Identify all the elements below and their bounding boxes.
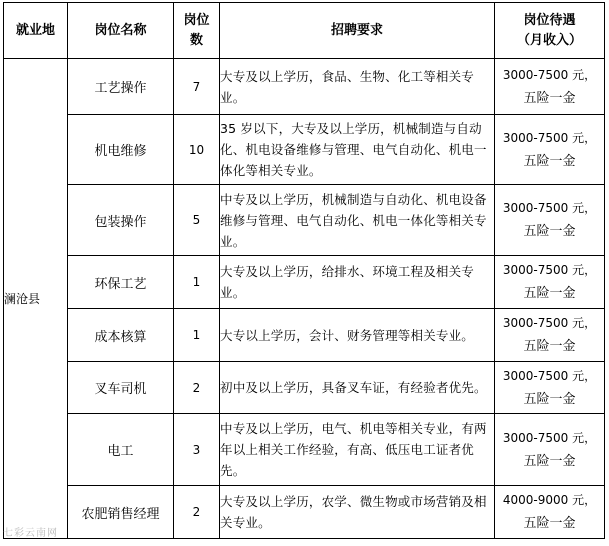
job-pay [495,362,605,414]
pay-benefit: 五险一金 [523,339,576,354]
job-count: 1 [174,256,220,309]
table-row [4,414,605,486]
job-requirements: 初中及以上学历，具备叉车证，有经验者优先。 [220,362,495,414]
job-pay [495,256,605,309]
job-listing-table [3,2,605,539]
job-count: 3 [174,414,220,486]
job-title: 包装操作 [68,185,174,256]
pay-range: 3000-7500 元， [502,130,597,145]
job-requirements: 大专以上学历，会计、财务管理等相关专业。 [220,309,495,362]
job-pay [495,309,605,362]
table-row [4,486,605,539]
pay-benefit: 五险一金 [523,453,576,469]
watermark-logo: 七彩云南网 [3,528,58,539]
job-count: 7 [174,59,220,115]
header-requirements: 招聘要求 [220,3,495,59]
header-job-title: 岗位名称 [68,3,174,59]
pay-benefit: 五险一金 [523,391,576,407]
job-requirements: 大专及以上学历，给排水、环境工程及相关专业。 [220,256,495,309]
header-location: 就业地 [4,3,68,59]
header-pay: 岗位待遇 （月收入） [495,3,605,59]
pay-range: 3000-7500 元， [502,67,597,82]
job-requirements: 大专及以上学历，农学、微生物或市场营销及相关专业。 [220,486,495,539]
job-requirements: 大专及以上学历，食品、生物、化工等相关专业。 [220,59,495,115]
pay-range: 3000-7500 元， [502,430,597,445]
job-pay [495,115,605,185]
pay-range: 4000-9000 元， [502,493,597,507]
pay-range: 3000-7500 元， [502,316,597,330]
job-title: 机电维修 [68,115,174,185]
job-pay [495,185,605,256]
job-count: 2 [174,486,220,539]
table-header-row [4,3,605,59]
pay-benefit: 五险一金 [523,90,576,106]
job-count: 10 [174,115,220,185]
job-pay [495,59,605,115]
pay-range: 3000-7500 元， [502,368,597,383]
pay-benefit: 五险一金 [523,224,576,239]
job-title: 叉车司机 [68,362,174,414]
job-requirements: 35 岁以下，大专及以上学历，机械制造与自动化、机电设备维修与管理、电气自动化、机电一体化等相关专业。 [220,115,495,185]
pay-benefit: 五险一金 [523,516,576,531]
pay-benefit: 五险一金 [523,153,576,169]
table-row [4,309,605,362]
job-count: 1 [174,309,220,362]
header-count: 岗位 数 [174,3,220,59]
job-title: 成本核算 [68,309,174,362]
job-requirements: 中专及以上学历，电气、机电等相关专业，有两年以上相关工作经验，有高、低压电工证者优先。 [220,414,495,486]
pay-range: 3000-7500 元， [502,263,597,277]
table-row [4,115,605,185]
job-count: 5 [174,185,220,256]
location-cell: 澜沧县 [4,59,68,539]
job-title: 工艺操作 [68,59,174,115]
job-title: 电工 [68,414,174,486]
pay-benefit: 五险一金 [523,286,576,301]
table-row [4,59,605,115]
job-pay [495,486,605,539]
table-row [4,256,605,309]
pay-range: 3000-7500 元， [502,201,597,215]
job-count: 2 [174,362,220,414]
table-row [4,185,605,256]
job-requirements: 中专及以上学历，机械制造与自动化、机电设备维修与管理、电气自动化、机电一体化等相关专业。 [220,185,495,256]
job-title: 环保工艺 [68,256,174,309]
job-pay [495,414,605,486]
job-title: 农肥销售经理 [68,486,174,539]
table-row [4,362,605,414]
